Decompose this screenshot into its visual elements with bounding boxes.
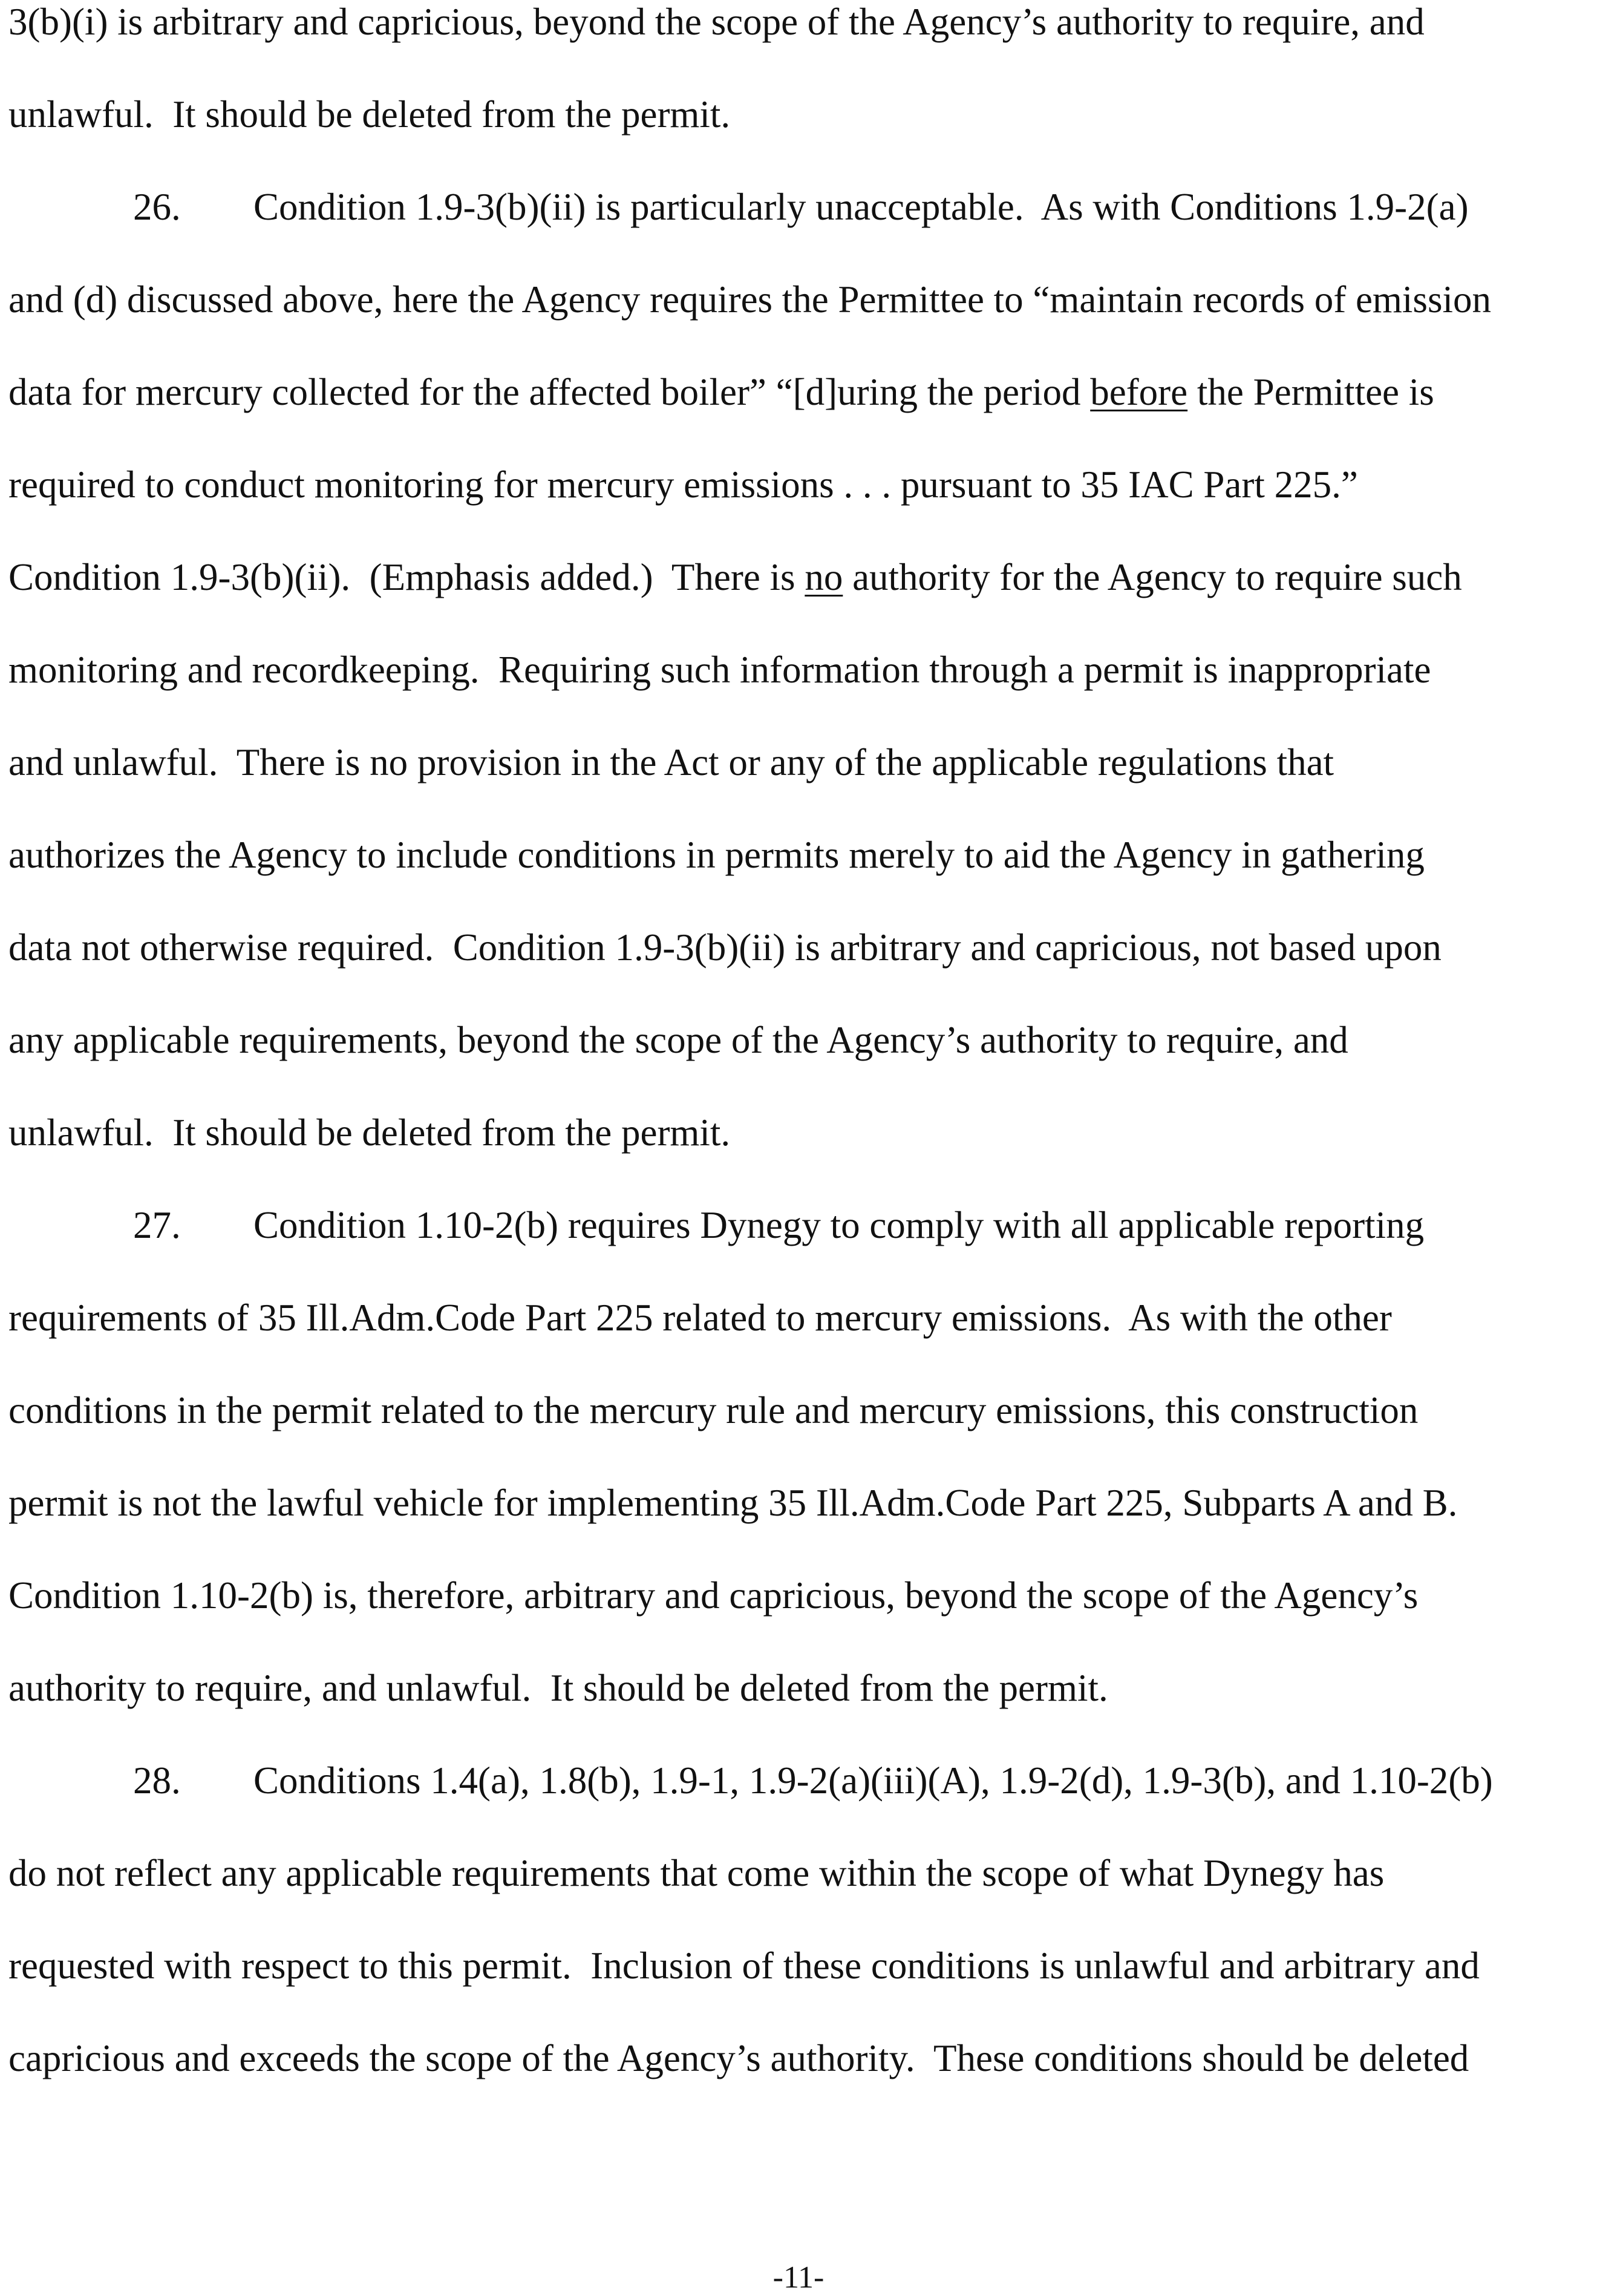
- text-segment: authority to require, and unlawful. It should be deleted from the permit.: [8, 1667, 1108, 1709]
- text-line: [8, 253, 1593, 346]
- text-segment: unlawful. It should be deleted from the permit.: [8, 1111, 731, 1154]
- text-segment: and unlawful. There is no provision in the Act or any of the applicable regulations that: [8, 741, 1334, 783]
- text-segment: Conditions 1.4(a), 1.8(b), 1.9-1, 1.9-2(a)(iii)(A), 1.9-2(d), 1.9-3(b), and 1.10-2(b): [253, 1759, 1493, 1802]
- text-segment: capricious and exceeds the scope of the Agency’s authority. These conditions should be deleted: [8, 2037, 1469, 2079]
- text-line: [8, 2012, 1593, 2105]
- text-line: [8, 1087, 1593, 1179]
- paragraph-number: 26.: [133, 186, 181, 228]
- text-segment: data not otherwise required. Condition 1.9-3(b)(ii) is arbitrary and capricious, not based upon: [8, 926, 1442, 969]
- text-line: [8, 994, 1593, 1087]
- text-line: [8, 68, 1593, 161]
- text-line: [8, 716, 1593, 809]
- text-line: [8, 809, 1593, 901]
- text-line: [8, 161, 1593, 253]
- text-line: [8, 1549, 1593, 1642]
- text-line: [8, 439, 1593, 531]
- text-segment: authorizes the Agency to include conditions in permits merely to aid the Agency in gathering: [8, 834, 1425, 876]
- text-line: [8, 346, 1593, 439]
- text-line: [8, 531, 1593, 624]
- text-segment: Condition 1.9-3(b)(ii) is particularly unacceptable. As with Conditions 1.9-2(a): [253, 186, 1469, 228]
- text-line: [8, 1179, 1593, 1272]
- text-segment: any applicable requirements, beyond the scope of the Agency’s authority to require, and: [8, 1019, 1348, 1061]
- text-line: [8, 1920, 1593, 2012]
- text-line: [8, 1457, 1593, 1549]
- page-number: -11-: [772, 2260, 825, 2295]
- text-segment: required to conduct monitoring for mercury emissions . . . pursuant to 35 IAC Part 225.”: [8, 463, 1358, 506]
- underlined-text: no: [805, 556, 843, 598]
- text-line: [8, 624, 1593, 716]
- text-segment: and (d) discussed above, here the Agency requires the Permittee to “maintain records of emission: [8, 278, 1491, 321]
- text-line: [8, 1735, 1593, 1827]
- text-segment: authority for the Agency to require such: [843, 556, 1462, 598]
- text-line: [8, 1364, 1593, 1457]
- text-segment: monitoring and recordkeeping. Requiring such information through a permit is inappropriate: [8, 649, 1431, 691]
- text-segment: Condition 1.9-3(b)(ii). (Emphasis added.) There is: [8, 556, 805, 598]
- text-segment: 3(b)(i) is arbitrary and capricious, beyond the scope of the Agency’s authority to require, and: [8, 1, 1425, 43]
- text-segment: requested with respect to this permit. Inclusion of these conditions is unlawful and arbitrary and: [8, 1944, 1480, 1987]
- text-segment: Condition 1.10-2(b) is, therefore, arbitrary and capricious, beyond the scope of the Agency’s: [8, 1574, 1419, 1617]
- text-segment: the Permittee is: [1187, 371, 1434, 413]
- text-segment: conditions in the permit related to the mercury rule and mercury emissions, this construction: [8, 1389, 1419, 1431]
- text-segment: unlawful. It should be deleted from the permit.: [8, 93, 731, 136]
- text-segment: requirements of 35 Ill.Adm.Code Part 225 related to mercury emissions. As with the other: [8, 1297, 1392, 1339]
- text-segment: do not reflect any applicable requirements that come within the scope of what Dynegy has: [8, 1852, 1385, 1894]
- document-body: [8, 0, 1593, 2105]
- text-line: [8, 1827, 1593, 1920]
- text-line: [8, 0, 1593, 68]
- paragraph-number: 28.: [133, 1759, 181, 1802]
- text-line: [8, 1642, 1593, 1735]
- underlined-text: before: [1090, 371, 1188, 413]
- text-segment: permit is not the lawful vehicle for implementing 35 Ill.Adm.Code Part 225, Subparts A and B.: [8, 1482, 1458, 1524]
- text-line: [8, 1272, 1593, 1364]
- text-segment: Condition 1.10-2(b) requires Dynegy to comply with all applicable reporting: [253, 1204, 1425, 1246]
- paragraph-number: 27.: [133, 1204, 181, 1246]
- text-segment: data for mercury collected for the affected boiler” “[d]uring the period: [8, 371, 1091, 413]
- text-line: [8, 901, 1593, 994]
